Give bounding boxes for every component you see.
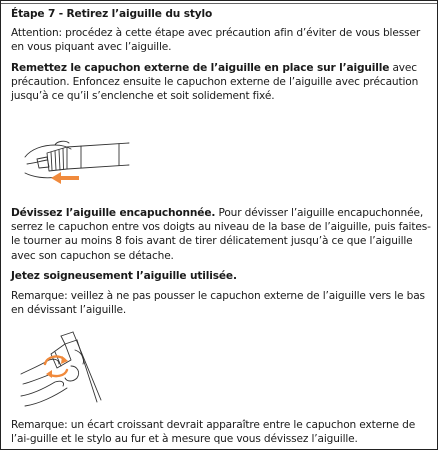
recap-paragraph xyxy=(11,61,431,104)
recap-text: avec précaution. Enfoncez ensuite le capuchon externe de l’aiguille avec précaution jusqu’à ce qu’il s’enclenche et soit solidement fixé. xyxy=(11,61,419,103)
top-border xyxy=(1,0,437,1)
instruction-content xyxy=(11,7,431,103)
top-border-inner xyxy=(1,3,437,4)
instruction-content-lower xyxy=(11,206,431,317)
note-1: Remarque: veillez à ne pas pousser le capuchon externe de l’aiguille vers le bas en dévissant l’aiguille. xyxy=(11,290,425,317)
unscrew-bold: Dévissez l’aiguille encapuchonnée. xyxy=(11,207,216,219)
unscrew-paragraph xyxy=(11,206,431,263)
dispose-text: Jetez soigneusement l’aiguille utilisée. xyxy=(11,269,237,282)
illustration-unscrew-needle-icon xyxy=(15,330,105,412)
step-title: Étape 7 - Retirez l’aiguille du stylo xyxy=(11,8,213,20)
unscrew-text: Pour dévisser l’aiguille encapuchonnée, serrez le capuchon entre vos doigts au niveau de la base de l’aiguille, puis faites-le tourner au moins 8 fois avant de tirer délicatement jusqu’à ce que l’aiguille avec son capuchon se détache. xyxy=(11,207,431,262)
note-2: Remarque: un écart croissant devrait apparaître entre le capuchon externe de l’ai-guille et le stylo au fur et à mesure que vous dévissez l’aiguille. xyxy=(11,419,416,446)
attention-text: Attention: procédez à cette étape avec précaution afin d’éviter de vous blesser en vous piquant avec l’aiguille. xyxy=(11,27,421,54)
illustration-recap-needle-icon xyxy=(21,133,133,191)
recap-bold: Remettez le capuchon externe de l’aiguille en place sur l’aiguille xyxy=(11,61,390,74)
instruction-content-bottom xyxy=(11,418,431,446)
